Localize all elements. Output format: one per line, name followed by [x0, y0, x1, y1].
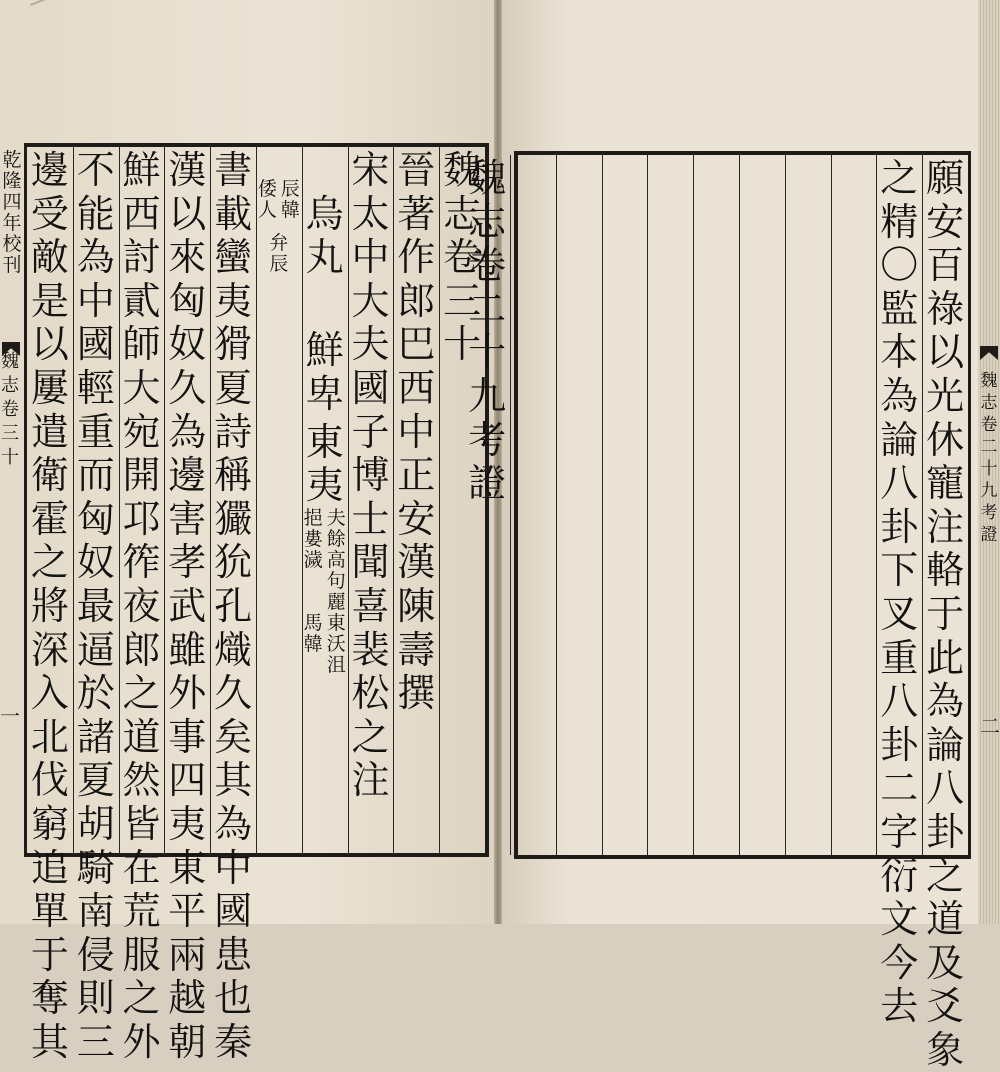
text-char: 害 — [168, 496, 207, 541]
text-char: 秦 — [214, 1019, 253, 1064]
text-char: 三 — [443, 278, 482, 323]
text-char: 宋 — [351, 148, 390, 192]
text-char: 本 — [880, 330, 919, 375]
text-char: 入 — [30, 671, 69, 716]
text-char: 衛 — [30, 453, 69, 498]
text-column — [27, 147, 73, 1064]
text-char: 也 — [214, 976, 253, 1021]
text-char: 下 — [880, 548, 919, 593]
column-rule — [693, 155, 694, 855]
text-char: 正 — [397, 453, 436, 498]
text-char: 魏 — [468, 156, 507, 200]
text-char: 久 — [168, 365, 207, 410]
text-char: 卷 — [443, 235, 482, 280]
text-char: 三 — [76, 1019, 115, 1064]
text-char: 之 — [351, 714, 390, 759]
text-char: 九 — [468, 373, 507, 418]
column-rule — [348, 147, 349, 853]
text-char: 監 — [880, 286, 919, 331]
text-char: 然 — [122, 758, 161, 803]
text-char: 開 — [122, 453, 161, 498]
text-char: 注 — [351, 758, 390, 803]
text-char: 為 — [76, 235, 115, 280]
text-char: 晉 — [397, 148, 436, 192]
text-char: 韓 — [280, 199, 300, 221]
text-char: 胡 — [76, 801, 115, 846]
text-char: 為 — [214, 801, 253, 846]
text-char: 郎 — [122, 627, 161, 672]
text-char: 載 — [214, 191, 253, 236]
text-char: 志 — [468, 199, 507, 244]
margin-char: 乾 — [2, 149, 22, 171]
text-char: 中 — [214, 845, 253, 890]
text-char: 其 — [30, 1019, 69, 1064]
text-char: 之 — [122, 671, 161, 716]
text-char: 喜 — [351, 583, 390, 628]
margin-char: 年 — [2, 212, 22, 234]
text-char: 于 — [926, 591, 965, 636]
text-char: 挹 — [303, 506, 323, 529]
text-char: 八 — [926, 766, 965, 811]
text-char: 於 — [76, 671, 115, 716]
text-char: 聞 — [351, 540, 390, 585]
column-rule — [256, 147, 257, 853]
text-char: 國 — [351, 365, 390, 410]
text-char: 漢 — [397, 540, 436, 585]
text-char: 為 — [168, 409, 207, 454]
margin-note-left — [0, 150, 24, 276]
text-column — [510, 155, 556, 855]
column-rule — [210, 147, 211, 853]
text-frame-right — [468, 151, 971, 1072]
text-column — [393, 147, 439, 853]
text-column — [210, 147, 256, 1064]
text-char: 證 — [468, 461, 507, 506]
text-char: 卦 — [926, 809, 965, 854]
text-char: 兩 — [168, 932, 207, 977]
text-char: 荒 — [122, 889, 161, 934]
margin-char: 三 — [1, 423, 19, 444]
text-char: 邛 — [122, 496, 161, 541]
text-column — [739, 155, 785, 855]
text-char: 大 — [351, 278, 390, 323]
margin-char: 校 — [2, 233, 22, 255]
text-char: 貳 — [122, 278, 161, 323]
text-char: 奪 — [30, 976, 69, 1021]
text-char: 夫 — [326, 506, 346, 529]
text-char: 武 — [168, 583, 207, 628]
text-char: 沮 — [326, 653, 346, 676]
text-char: 字 — [880, 809, 919, 854]
text-char: 漢 — [168, 148, 207, 192]
text-char: 辰 — [269, 253, 289, 275]
text-char: 鮮 — [305, 328, 344, 373]
text-char: 邊 — [30, 148, 69, 192]
text-char: 輕 — [76, 365, 115, 410]
text-char: 以 — [30, 322, 69, 367]
text-char: 論 — [926, 722, 965, 767]
text-column — [693, 155, 739, 855]
text-char: 夷 — [305, 463, 344, 508]
text-char: 皆 — [122, 801, 161, 846]
text-char: 將 — [30, 583, 69, 628]
text-char: 子 — [351, 409, 390, 454]
text-char: 陳 — [397, 583, 436, 628]
text-char: 書 — [214, 148, 253, 192]
text-char: 南 — [76, 889, 115, 934]
text-char: 中 — [397, 409, 436, 454]
text-char: 之 — [926, 853, 965, 898]
text-char: 師 — [122, 322, 161, 367]
text-column — [348, 147, 394, 853]
text-char: 而 — [76, 453, 115, 498]
text-char: 熾 — [214, 627, 253, 672]
margin-char: 四 — [2, 191, 22, 213]
text-char: 遣 — [30, 409, 69, 454]
text-char: 筰 — [122, 540, 161, 585]
margin-char: 志 — [1, 375, 19, 396]
text-char: 討 — [122, 235, 161, 280]
text-char: 叉 — [880, 591, 919, 636]
text-char: 八 — [880, 679, 919, 724]
text-char: 蠻 — [214, 235, 253, 280]
text-char: 窮 — [30, 801, 69, 846]
text-char: 敵 — [30, 235, 69, 280]
text-column — [922, 155, 968, 1072]
text-char: 不 — [76, 148, 115, 192]
text-char: 婁 — [303, 527, 323, 550]
margin-char: 十 — [980, 459, 998, 479]
text-char: 越 — [168, 976, 207, 1021]
column-rule — [439, 147, 440, 853]
text-char: 裴 — [351, 627, 390, 672]
text-char: 夏 — [214, 365, 253, 410]
text-char: 郎 — [397, 278, 436, 323]
text-char: 夷 — [168, 801, 207, 846]
text-char: 撰 — [397, 671, 436, 716]
text-char: 以 — [926, 330, 965, 375]
text-char: 句 — [326, 569, 346, 592]
text-char: 餘 — [326, 527, 346, 550]
text-char: 來 — [168, 235, 207, 280]
column-rule — [393, 147, 394, 853]
text-char: 高 — [326, 548, 346, 571]
text-char: 孝 — [168, 540, 207, 585]
text-char: 中 — [351, 235, 390, 280]
text-char: 烏 — [305, 191, 344, 236]
text-char: 夷 — [214, 278, 253, 323]
column-rule — [302, 147, 303, 853]
text-char: 論 — [880, 417, 919, 462]
text-char: 西 — [122, 191, 161, 236]
text-char: 外 — [168, 671, 207, 716]
text-column — [164, 147, 210, 1064]
text-char: 深 — [30, 627, 69, 672]
text-char: 為 — [926, 679, 965, 724]
column-rule — [602, 155, 603, 855]
annotation-pair — [304, 613, 346, 676]
text-char: 朝 — [168, 1019, 207, 1064]
text-char: 志 — [443, 191, 482, 236]
annotation-pair — [304, 550, 346, 613]
text-char: 受 — [30, 191, 69, 236]
text-char: 濊 — [303, 548, 323, 571]
text-char: 四 — [168, 758, 207, 803]
text-char: 患 — [214, 932, 253, 977]
text-char: 重 — [880, 635, 919, 680]
text-char: 道 — [926, 897, 965, 942]
text-column — [602, 155, 648, 855]
text-char: 祿 — [926, 286, 965, 331]
text-char: 玁 — [214, 496, 253, 541]
text-char: 人 — [257, 199, 277, 221]
text-char: 匈 — [168, 278, 207, 323]
text-char: 著 — [397, 191, 436, 236]
text-char: 奴 — [76, 540, 115, 585]
text-char: 博 — [351, 453, 390, 498]
text-char: 事 — [168, 714, 207, 759]
text-char: 弁 — [269, 232, 289, 254]
text-char: 夜 — [122, 583, 161, 628]
text-char: 稱 — [214, 453, 253, 498]
margin-char: 二 — [980, 437, 998, 457]
text-char: 八 — [880, 461, 919, 506]
margin-char: 卷 — [980, 415, 998, 435]
text-char: 文 — [880, 897, 919, 942]
text-char: 以 — [168, 191, 207, 236]
text-char: 壽 — [397, 627, 436, 672]
text-char: 北 — [30, 714, 69, 759]
text-char: 詩 — [214, 409, 253, 454]
text-char: 逼 — [76, 627, 115, 672]
text-char: 此 — [926, 635, 965, 680]
margin-char: 魏 — [1, 351, 19, 372]
margin-char: 隆 — [2, 170, 22, 192]
text-column — [647, 155, 693, 855]
text-char: 宛 — [122, 409, 161, 454]
text-column — [556, 155, 602, 855]
text-char: 是 — [30, 278, 69, 323]
text-char: 願 — [926, 156, 965, 200]
text-char: 輅 — [926, 548, 965, 593]
text-char: 光 — [926, 373, 965, 418]
text-char: 奴 — [168, 322, 207, 367]
column-rule — [556, 155, 557, 855]
text-char: 夫 — [351, 322, 390, 367]
text-char: 東 — [168, 845, 207, 890]
text-char: 卑 — [305, 371, 344, 416]
margin-char: 刊 — [2, 254, 22, 276]
text-char: 二 — [880, 766, 919, 811]
text-char: 作 — [397, 235, 436, 280]
text-char: 卷 — [468, 243, 507, 288]
text-char: 孔 — [214, 583, 253, 628]
column-rule — [119, 147, 120, 853]
text-char: 之 — [122, 976, 161, 1021]
column-rule — [647, 155, 648, 855]
text-char: 伐 — [30, 758, 69, 803]
text-column — [785, 155, 831, 855]
column-rule — [510, 155, 511, 855]
text-char: 屢 — [30, 365, 69, 410]
margin-title-left — [0, 350, 20, 470]
text-char: 能 — [76, 191, 115, 236]
text-char: 松 — [351, 671, 390, 716]
page-number-left: 一 — [0, 704, 20, 728]
text-char: 安 — [926, 199, 965, 244]
text-char: 寵 — [926, 461, 965, 506]
text-column — [73, 147, 119, 1064]
text-char: 之 — [30, 540, 69, 585]
text-char: 諸 — [76, 714, 115, 759]
text-char: 其 — [214, 758, 253, 803]
text-char: 矣 — [214, 714, 253, 759]
margin-title-right — [978, 370, 1000, 546]
text-char: 卦 — [880, 722, 919, 767]
text-char: 侵 — [76, 932, 115, 977]
column-rule — [876, 155, 877, 855]
text-char: 國 — [76, 322, 115, 367]
text-column — [256, 147, 302, 853]
column-rule — [831, 155, 832, 855]
text-char: 雖 — [168, 627, 207, 672]
text-char: 士 — [351, 496, 390, 541]
text-char: 精 — [880, 199, 919, 244]
text-column — [302, 147, 348, 853]
column-rule — [785, 155, 786, 855]
text-char: 辰 — [280, 178, 300, 200]
text-char: 久 — [214, 671, 253, 716]
text-char: 猾 — [214, 322, 253, 367]
text-char: 去 — [880, 984, 919, 1029]
text-char: 之 — [880, 156, 919, 200]
text-char: 象 — [926, 1027, 965, 1072]
column-rule — [922, 155, 923, 855]
text-char: 韓 — [303, 632, 323, 655]
column-rule — [164, 147, 165, 853]
annotation-pair — [304, 508, 346, 550]
text-char: 二 — [468, 286, 507, 331]
margin-char: 十 — [1, 447, 19, 468]
text-char: 匈 — [76, 496, 115, 541]
text-char: 巴 — [397, 322, 436, 367]
text-char: 最 — [76, 583, 115, 628]
column-rule — [739, 155, 740, 855]
margin-char: 考 — [980, 503, 998, 523]
text-column — [831, 155, 877, 855]
text-char: 倭 — [257, 178, 277, 200]
text-char: 十 — [443, 322, 482, 367]
text-char: 東 — [305, 419, 344, 464]
text-char: 丸 — [305, 235, 344, 280]
text-char: 及 — [926, 940, 965, 985]
text-char: 狁 — [214, 540, 253, 585]
text-char: 安 — [397, 496, 436, 541]
text-char: 〇 — [880, 243, 919, 288]
text-char: 追 — [30, 845, 69, 890]
text-char: 十 — [468, 330, 507, 375]
text-char: 卦 — [880, 504, 919, 549]
text-column — [119, 147, 165, 1064]
text-char: 西 — [397, 365, 436, 410]
text-char: 馬 — [303, 611, 323, 634]
text-char: 夏 — [76, 758, 115, 803]
text-char: 百 — [926, 243, 965, 288]
text-char: 于 — [30, 932, 69, 977]
text-char: 今 — [880, 940, 919, 985]
text-char: 騎 — [76, 845, 115, 890]
text-char: 平 — [168, 889, 207, 934]
text-char: 大 — [122, 365, 161, 410]
margin-char: 九 — [980, 481, 998, 501]
text-char: 在 — [122, 845, 161, 890]
margin-char: 證 — [980, 525, 998, 545]
text-char: 魏 — [443, 148, 482, 192]
text-char: 為 — [880, 373, 919, 418]
margin-char: 魏 — [980, 371, 998, 391]
text-char: 衍 — [880, 853, 919, 898]
annotation-pair — [258, 179, 300, 221]
text-char: 則 — [76, 976, 115, 1021]
text-column — [464, 155, 510, 855]
text-char: 服 — [122, 932, 161, 977]
page-number-right: 二 — [980, 714, 1000, 738]
text-char: 中 — [76, 278, 115, 323]
margin-char: 志 — [980, 393, 998, 413]
text-char: 考 — [468, 417, 507, 462]
text-char: 休 — [926, 417, 965, 462]
text-char: 鮮 — [122, 148, 161, 192]
text-char: 單 — [30, 889, 69, 934]
text-char: 注 — [926, 504, 965, 549]
text-char: 沃 — [326, 632, 346, 655]
text-frame-left — [24, 143, 489, 1064]
text-char: 霍 — [30, 496, 69, 541]
text-column — [876, 155, 922, 1029]
text-char: 道 — [122, 714, 161, 759]
text-char: 外 — [122, 1019, 161, 1064]
text-char: 東 — [326, 611, 346, 634]
text-char: 爻 — [926, 984, 965, 1029]
text-char: 邊 — [168, 453, 207, 498]
text-char: 重 — [76, 409, 115, 454]
text-char: 麗 — [326, 590, 346, 613]
margin-char: 卷 — [1, 399, 19, 420]
column-rule — [73, 147, 74, 853]
text-char: 國 — [214, 889, 253, 934]
text-char: 太 — [351, 191, 390, 236]
